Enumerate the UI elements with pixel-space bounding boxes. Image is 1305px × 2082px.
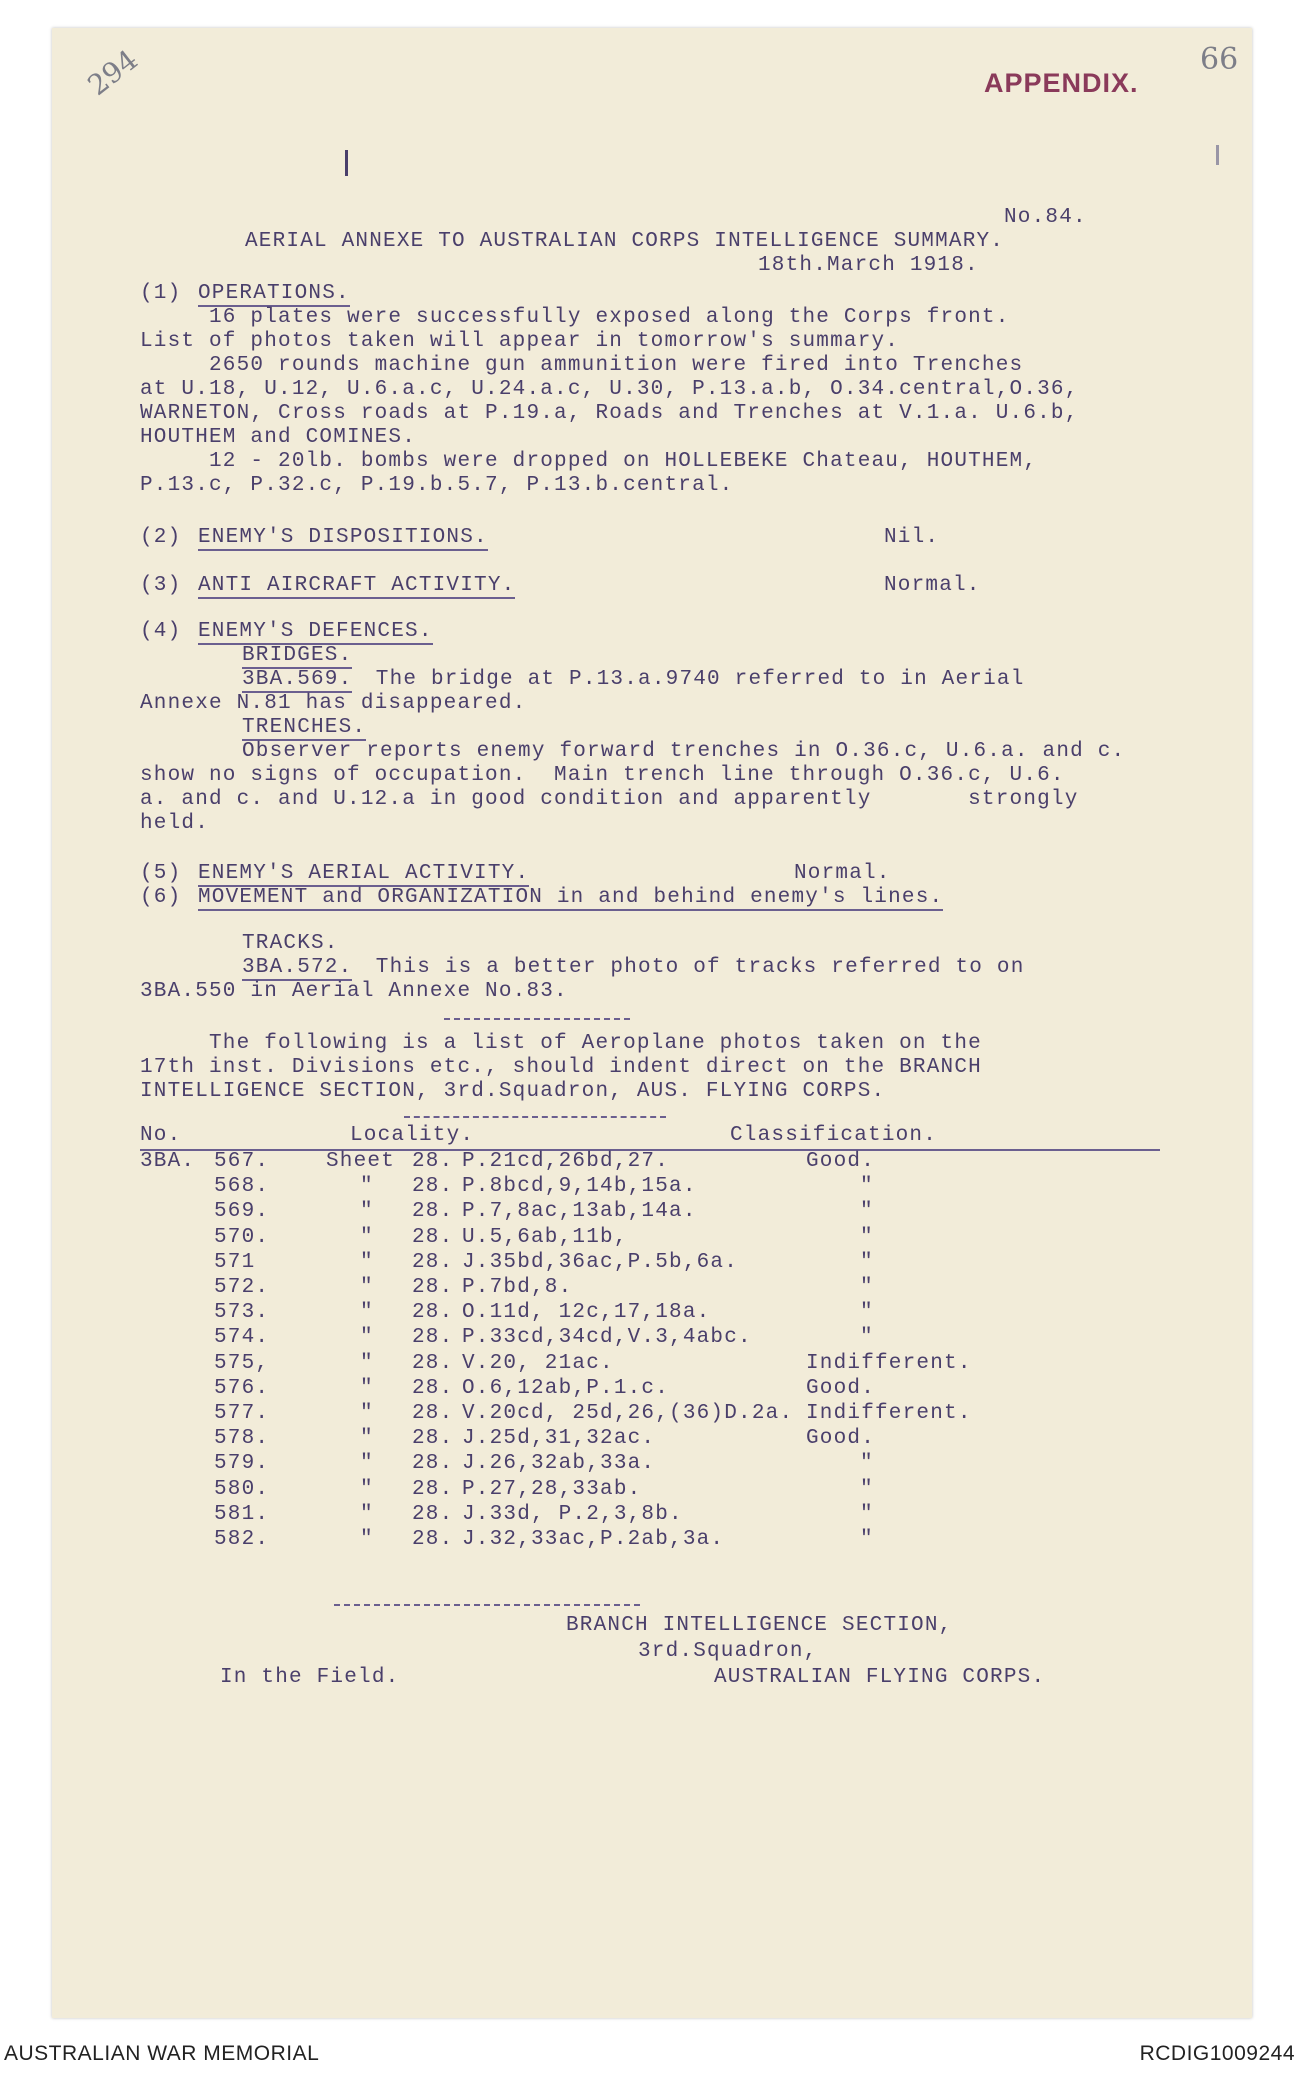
sheet-number-cell: 28. <box>412 1250 454 1274</box>
sheet-cell: " <box>360 1276 374 1299</box>
subheading-trenches: TRENCHES. <box>242 716 367 739</box>
text-line: show no signs of occupation. Main trench line through O.36.c, U.6. <box>140 764 1065 787</box>
photo-number-cell: 577. <box>214 1402 270 1425</box>
photo-number-cell: 567. <box>214 1150 270 1173</box>
classification-cell: Good. <box>806 1376 876 1400</box>
section-heading-movement: MOVEMENT and ORGANIZATION in and behind enemy's lines. <box>198 886 944 909</box>
locality-cell: V.20, 21ac. <box>462 1351 614 1375</box>
sheet-cell: " <box>360 1326 374 1350</box>
photo-ref-bridges: 3BA.569. <box>242 668 353 691</box>
sheet-number-cell: 28. <box>412 1225 454 1249</box>
sheet-number-cell: 28. <box>412 1200 454 1224</box>
section-heading-aerial-activity: ENEMY'S AERIAL ACTIVITY. <box>198 862 530 885</box>
classification-cell: " <box>860 1452 874 1476</box>
section-value-anti-aircraft: Normal. <box>884 574 981 597</box>
separator-dashes <box>444 1018 630 1020</box>
sheet-cell: " <box>360 1376 374 1400</box>
photo-prefix: 3BA. <box>140 1150 196 1173</box>
classification-cell: Good. <box>806 1150 876 1173</box>
sheet-number-cell: 28. <box>412 1175 454 1199</box>
ink-tick-mark <box>345 150 348 176</box>
classification-cell: " <box>860 1477 874 1501</box>
document-page <box>52 28 1252 2018</box>
document-title: AERIAL ANNEXE TO AUSTRALIAN CORPS INTELLIGENCE SUMMARY. <box>245 230 1005 253</box>
locality-cell: P.8bcd,9,14b,15a. <box>462 1175 697 1199</box>
signature-squadron: 3rd.Squadron, <box>638 1640 818 1663</box>
locality-cell: O.11d, 12c,17,18a. <box>462 1301 711 1325</box>
sheet-cell: " <box>360 1225 374 1249</box>
section-heading-defences: ENEMY'S DEFENCES. <box>198 620 433 643</box>
locality-cell: J.35bd,36ac,P.5b,6a. <box>462 1250 739 1274</box>
sheet-cell: " <box>360 1502 374 1526</box>
classification-cell: " <box>860 1502 874 1526</box>
col-header-no: No. <box>140 1124 182 1147</box>
locality-cell: P.27,28,33ab. <box>462 1477 642 1501</box>
section-number: (1) <box>140 282 182 305</box>
sheet-cell: " <box>360 1301 374 1325</box>
signature-corps: AUSTRALIAN FLYING CORPS. <box>714 1666 1046 1689</box>
classification-cell: " <box>860 1200 874 1224</box>
classification-cell: " <box>860 1326 874 1350</box>
summary-number: No.84. <box>1004 206 1087 229</box>
text-line: The following is a list of Aeroplane photos taken on the <box>140 1032 982 1055</box>
text-line: This is a better photo of tracks referred to on <box>362 956 1025 979</box>
photo-number-cell: 569. <box>214 1200 270 1224</box>
photo-number-cell: 581. <box>214 1502 270 1526</box>
classification-cell: " <box>860 1301 874 1325</box>
classification-cell: Indifferent. <box>806 1402 972 1425</box>
sheet-number-cell: 28. <box>412 1301 454 1325</box>
appendix-stamp: APPENDIX. <box>984 68 1139 98</box>
sheet-cell: " <box>360 1528 374 1551</box>
photo-number-cell: 578. <box>214 1427 270 1451</box>
text-line: 2650 rounds machine gun ammunition were fired into Trenches <box>140 354 1024 377</box>
classification-cell: " <box>860 1225 874 1249</box>
separator-dashes <box>334 1604 640 1606</box>
sheet-cell: " <box>360 1200 374 1224</box>
photo-number-cell: 575, <box>214 1351 270 1375</box>
classification-cell: " <box>860 1175 874 1199</box>
sheet-cell: " <box>360 1351 374 1375</box>
section-number: (2) <box>140 526 182 549</box>
section-heading-dispositions: ENEMY'S DISPOSITIONS. <box>198 526 488 549</box>
locality-cell: P.7,8ac,13ab,14a. <box>462 1200 697 1224</box>
photo-number-cell: 570. <box>214 1225 270 1249</box>
footer-institution: AUSTRALIAN WAR MEMORIAL <box>4 2042 320 2065</box>
sheet-number-cell: 28. <box>412 1502 454 1526</box>
classification-cell: " <box>860 1250 874 1274</box>
locality-cell: J.25d,31,32ac. <box>462 1427 656 1451</box>
folio-number-left: 294 <box>81 43 144 102</box>
photo-number-cell: 582. <box>214 1528 270 1551</box>
section-heading-operations: OPERATIONS. <box>198 282 350 305</box>
locality-cell: P.33cd,34cd,V.3,4abc. <box>462 1326 752 1350</box>
locality-cell: P.7bd,8. <box>462 1276 573 1299</box>
sheet-number-cell: 28. <box>412 1276 454 1299</box>
sheet-cell: " <box>360 1477 374 1501</box>
text-line: a. and c. and U.12.a in good condition and apparently strongly <box>140 788 1079 811</box>
locality-cell: V.20cd, 25d,26,(36)D.2a. <box>462 1402 794 1425</box>
text-line: The bridge at P.13.a.9740 referred to in Aerial <box>362 668 1025 691</box>
section-number: (4) <box>140 620 182 643</box>
section-heading-anti-aircraft: ANTI AIRCRAFT ACTIVITY. <box>198 574 516 597</box>
photo-ref-tracks: 3BA.572. <box>242 956 353 979</box>
separator-dashes <box>404 1116 666 1118</box>
text-line: Annexe N.81 has disappeared. <box>140 692 527 715</box>
sheet-cell: " <box>360 1250 374 1274</box>
photo-number-cell: 573. <box>214 1301 270 1325</box>
ink-tick-mark <box>1216 145 1219 165</box>
text-line: 12 - 20lb. bombs were dropped on HOLLEBEKE Chateau, HOUTHEM, <box>140 450 1038 473</box>
classification-cell: Indifferent. <box>806 1351 972 1375</box>
sheet-number-cell: 28. <box>412 1402 454 1425</box>
place-of-issue: In the Field. <box>220 1666 400 1689</box>
text-line: 16 plates were successfully exposed along the Corps front. <box>140 306 1010 329</box>
photo-number-cell: 571 <box>214 1250 256 1274</box>
classification-cell: " <box>860 1276 874 1299</box>
photo-number-cell: 579. <box>214 1452 270 1476</box>
locality-cell: O.6,12ab,P.1.c. <box>462 1376 670 1400</box>
text-line: HOUTHEM and COMINES. <box>140 426 417 449</box>
locality-cell: U.5,6ab,11b, <box>462 1225 628 1249</box>
footer-record-id: RCDIG1009244 <box>1139 2042 1295 2065</box>
folio-number-right: 66 <box>1200 42 1239 77</box>
signature-unit: BRANCH INTELLIGENCE SECTION, <box>566 1614 953 1637</box>
col-header-locality: Locality. <box>350 1124 475 1147</box>
sheet-number-cell: 28. <box>412 1477 454 1501</box>
text-line: 17th inst. Divisions etc., should indent direct on the BRANCH <box>140 1056 982 1079</box>
sheet-number-cell: 28. <box>412 1376 454 1400</box>
text-line: at U.18, U.12, U.6.a.c, U.24.a.c, U.30, P.13.a.b, O.34.central,O.36, <box>140 378 1079 401</box>
locality-cell: P.21cd,26bd,27. <box>462 1150 670 1173</box>
photo-number-cell: 572. <box>214 1276 270 1299</box>
classification-cell: " <box>860 1528 874 1551</box>
sheet-number-cell: 28. <box>412 1427 454 1451</box>
locality-cell: J.32,33ac,P.2ab,3a. <box>462 1528 725 1551</box>
sheet-cell: " <box>360 1452 374 1476</box>
text-line: List of photos taken will appear in tomorrow's summary. <box>140 330 900 353</box>
sheet-cell: " <box>360 1427 374 1451</box>
section-value-aerial-activity: Normal. <box>794 862 891 885</box>
text-line: held. <box>140 812 210 835</box>
photo-table <box>140 1124 1240 1604</box>
sheet-number-cell: 28. <box>412 1326 454 1350</box>
sheet-number-cell: 28. <box>412 1528 454 1551</box>
photo-number-cell: 574. <box>214 1326 270 1350</box>
sheet-cell: " <box>360 1402 374 1425</box>
text-line: Observer reports enemy forward trenches in O.36.c, U.6.a. and c. <box>242 740 1126 763</box>
sheet-cell: Sheet <box>326 1150 396 1173</box>
section-value-dispositions: Nil. <box>884 526 940 549</box>
col-header-classification: Classification. <box>730 1124 938 1147</box>
text-line: 3BA.550 in Aerial Annexe No.83. <box>140 980 568 1003</box>
classification-cell: Good. <box>806 1427 876 1451</box>
subheading-bridges: BRIDGES. <box>242 644 353 667</box>
section-number: (6) <box>140 886 182 909</box>
locality-cell: J.33d, P.2,3,8b. <box>462 1502 683 1526</box>
section-number: (5) <box>140 862 182 885</box>
text-line: INTELLIGENCE SECTION, 3rd.Squadron, AUS. FLYING CORPS. <box>140 1080 886 1103</box>
document-date: 18th.March 1918. <box>758 254 979 277</box>
locality-cell: J.26,32ab,33a. <box>462 1452 656 1476</box>
sheet-cell: " <box>360 1175 374 1199</box>
text-line: WARNETON, Cross roads at P.19.a, Roads and Trenches at V.1.a. U.6.b, <box>140 402 1079 425</box>
photo-number-cell: 568. <box>214 1175 270 1199</box>
sheet-number-cell: 28. <box>412 1150 454 1173</box>
photo-number-cell: 580. <box>214 1477 270 1501</box>
photo-number-cell: 576. <box>214 1376 270 1400</box>
section-number: (3) <box>140 574 182 597</box>
sheet-number-cell: 28. <box>412 1452 454 1476</box>
subheading-tracks: TRACKS. <box>242 932 339 955</box>
sheet-number-cell: 28. <box>412 1351 454 1375</box>
text-line: P.13.c, P.32.c, P.19.b.5.7, P.13.b.central. <box>140 474 734 497</box>
